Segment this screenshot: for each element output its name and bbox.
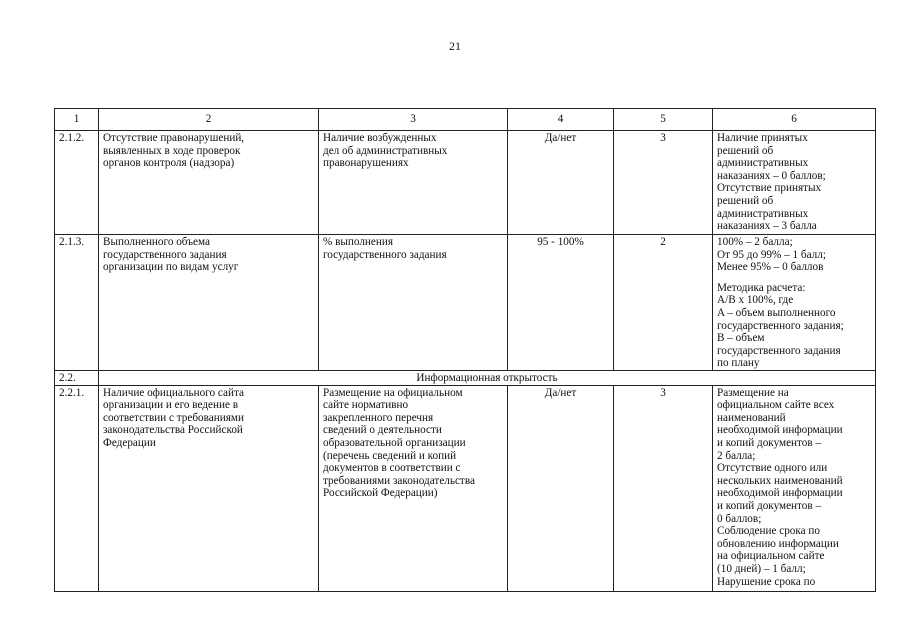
page-number: 21 — [449, 39, 461, 53]
row-number: 2.1.2. — [55, 131, 99, 235]
column-header-5: 5 — [614, 109, 713, 131]
table-row — [55, 235, 876, 371]
table-row — [55, 131, 876, 235]
indicator-cell: % выполнения государственного задания — [319, 235, 508, 371]
method-text: Наличие принятых решений об административных наказаниях – 0 баллов; Отсутствие принятых решений об административных наказаниях – 3 балла — [717, 132, 826, 233]
section-row — [55, 371, 876, 386]
criterion-cell: Отсутствие правонарушений, выявленных в ходе проверок органов контроля (надзора) — [99, 131, 319, 235]
table-row — [55, 385, 876, 591]
criteria-table — [54, 108, 876, 592]
score-cell: 3 — [614, 385, 713, 591]
column-header-4: 4 — [508, 109, 614, 131]
unit-cell: Да/нет — [508, 131, 614, 235]
unit-cell: Да/нет — [508, 385, 614, 591]
unit-cell: 95 - 100% — [508, 235, 614, 371]
method-cell — [713, 235, 876, 371]
row-number: 2.1.3. — [55, 235, 99, 371]
method-cell: Размещение на официальном сайте всех наименований необходимой информации и копий документов – 2 балла; Отсутствие одного или нескольких наименований необходимой информации и копий документов – 0 баллов; Соблюдение срока по обновлению информации на официальном сайте (10 дней) – 1 балл; Нарушение срока по — [713, 385, 876, 591]
criterion-cell: Наличие официального сайта организации и его ведение в соответствии с требованиями законодательства Российской Федерации — [99, 385, 319, 591]
method-formula-text: Методика расчета: A/B x 100%, где A – объем выполненного государственного задания; B – объем государственного задания по плану — [717, 281, 844, 370]
section-number: 2.2. — [55, 371, 99, 386]
criterion-cell: Выполненного объема государственного задания организации по видам услуг — [99, 235, 319, 371]
section-title: Информационная открытость — [99, 371, 876, 386]
column-header-3: 3 — [319, 109, 508, 131]
method-cell — [713, 131, 876, 235]
column-header-6: 6 — [713, 109, 876, 131]
score-cell: 2 — [614, 235, 713, 371]
indicator-cell: Размещение на официальном сайте нормативно закрепленного перечня сведений о деятельности образовательной организации (перечень сведений и копий документов в соответствии с требованиями законодательства Российской Федерации) — [319, 385, 508, 591]
method-text: 100% – 2 балла; От 95 до 99% – 1 балл; Менее 95% – 0 баллов — [717, 236, 826, 274]
score-cell: 3 — [614, 131, 713, 235]
column-header-1: 1 — [55, 109, 99, 131]
row-number: 2.2.1. — [55, 385, 99, 591]
column-header-2: 2 — [99, 109, 319, 131]
indicator-cell: Наличие возбужденных дел об административных правонарушениях — [319, 131, 508, 235]
table-header-row — [55, 109, 876, 131]
